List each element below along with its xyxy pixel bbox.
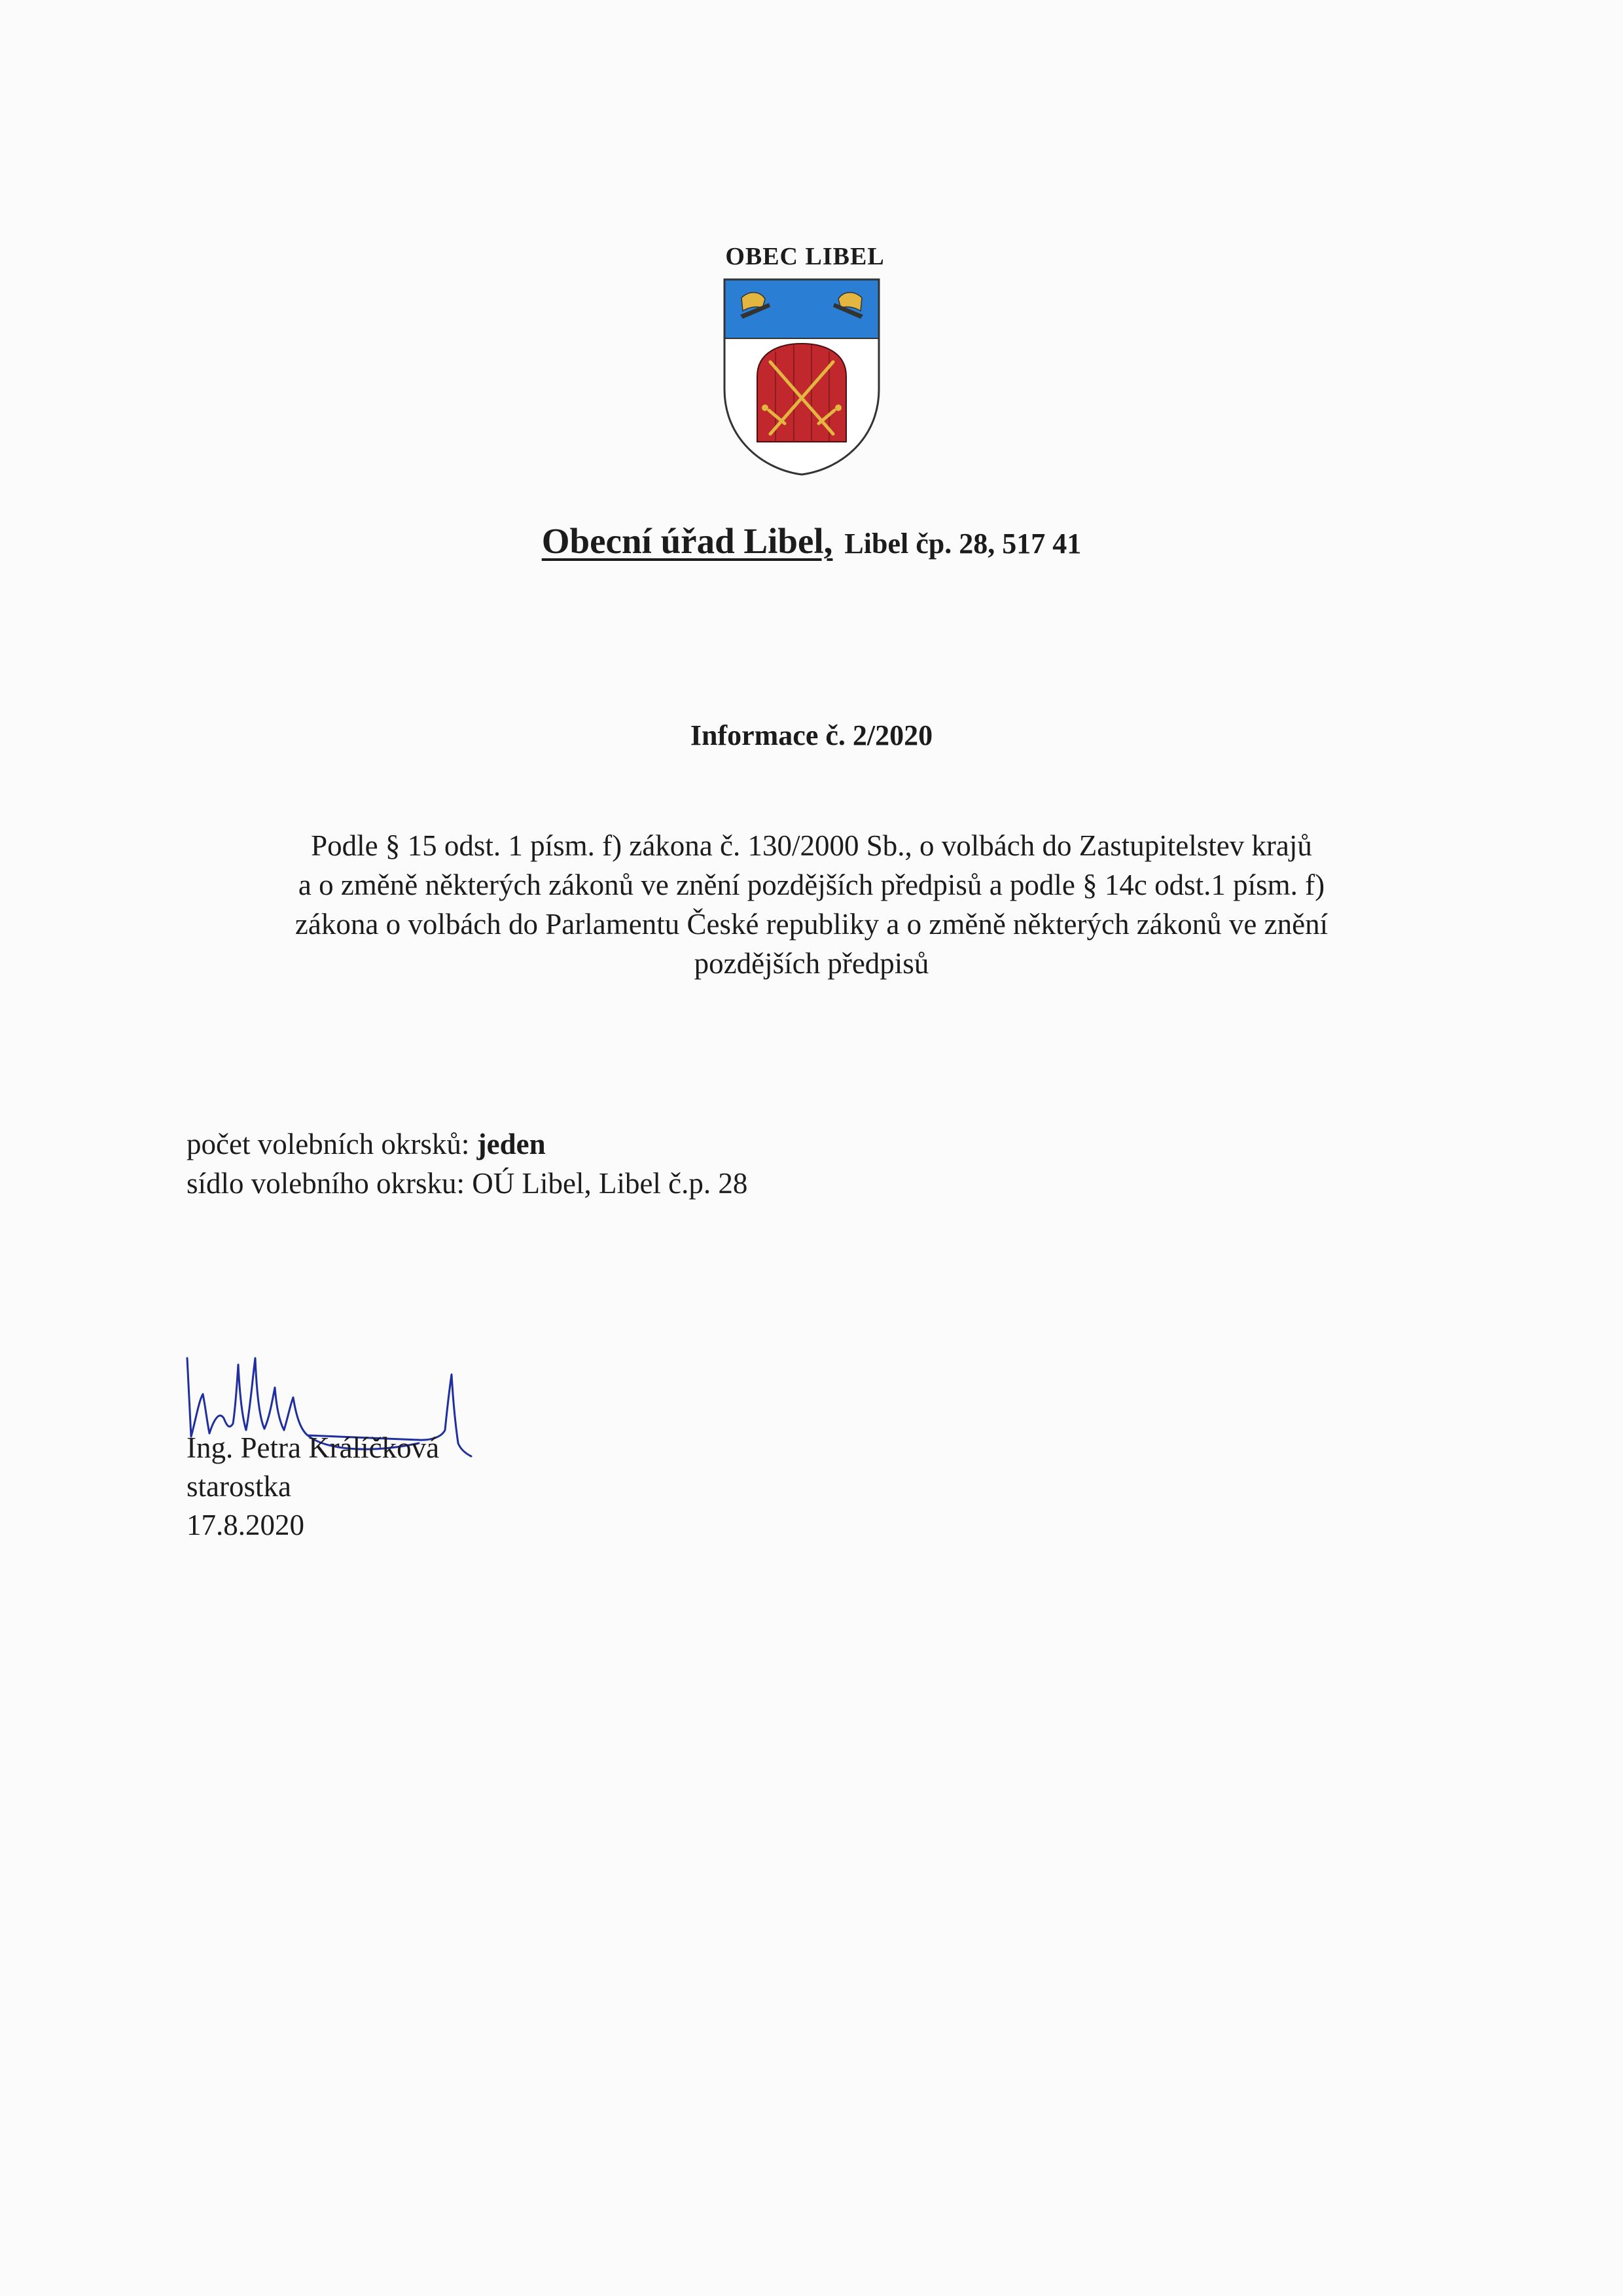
office-header [0, 520, 1623, 562]
district-info [187, 1124, 747, 1203]
district-seat-label: sídlo volebního okrsku: [187, 1167, 465, 1200]
crest-title: OBEC LIBEL [725, 243, 885, 270]
legal-line: pozdějších předpisů [694, 947, 929, 980]
district-count-value: jeden [476, 1128, 546, 1160]
district-seat-line [187, 1164, 747, 1203]
crest-chief [726, 281, 878, 338]
office-name: Obecní úřad Libel, [541, 521, 833, 561]
signer-role: starostka [187, 1470, 291, 1503]
office-address: Libel čp. 28, 517 41 [844, 528, 1082, 560]
legal-line: a o změně některých zákonů ve znění pozdějších předpisů a podle § 14c odst.1 písm. f) [298, 869, 1325, 901]
signer-block [187, 1429, 439, 1545]
gate-charge [757, 344, 846, 442]
coat-of-arms [723, 278, 880, 476]
legal-line: zákona o volbách do Parlamentu České republiky a o změně některých zákonů ve znění [294, 908, 1329, 941]
document-title: Informace č. 2/2020 [690, 719, 933, 751]
legal-basis-paragraph [216, 826, 1407, 983]
district-count-line [187, 1124, 747, 1164]
signing-date: 17.8.2020 [187, 1509, 304, 1541]
legal-line: Podle § 15 odst. 1 písm. f) zákona č. 130/2000 Sb., o volbách do Zastupitelstev krajů [311, 829, 1312, 862]
district-seat-value: OÚ Libel, Libel č.p. 28 [472, 1167, 748, 1200]
signer-name: Ing. Petra Králíčková [187, 1431, 440, 1464]
district-count-label: počet volebních okrsků: [187, 1128, 470, 1160]
